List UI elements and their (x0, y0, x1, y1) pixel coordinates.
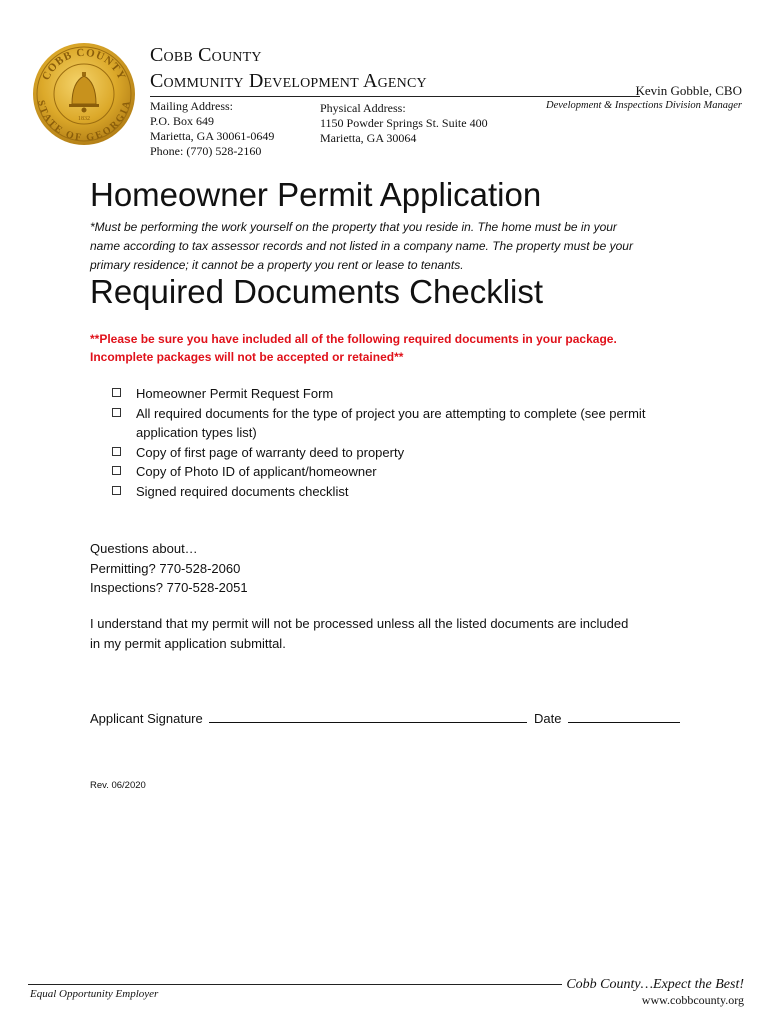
revision-date: Rev. 06/2020 (90, 780, 146, 791)
checklist-item-label: Copy of Photo ID of applicant/homeowner (136, 464, 377, 479)
acknowledgement-line: I understand that my permit will not be processed unless all the listed documents are included (90, 616, 629, 631)
officer-block (546, 83, 742, 113)
mailing-address (150, 99, 274, 159)
equal-opportunity-employer: Equal Opportunity Employer (30, 988, 159, 1000)
page-title: Homeowner Permit Application (90, 176, 542, 213)
checkbox[interactable] (112, 408, 121, 417)
checkbox[interactable] (112, 466, 121, 475)
agency-name (150, 42, 427, 94)
county-website-link[interactable]: www.cobbcounty.org (641, 993, 744, 1007)
physical-address-label: Physical Address: (320, 101, 406, 115)
seal-bottom-text: STATE OF GEORGIA (35, 99, 133, 144)
county-seal-logo (32, 42, 136, 146)
eligibility-note (90, 218, 690, 275)
checkbox[interactable] (112, 447, 121, 456)
officer-title: Development & Inspections Division Manager (546, 100, 742, 111)
acknowledgement-line: in my permit application submittal. (90, 635, 286, 651)
footer-divider (28, 984, 562, 985)
contact-questions (90, 539, 248, 598)
physical-address-line: Marietta, GA 30064 (320, 131, 417, 145)
warning-line: **Please be sure you have included all of the following required documents in your package. (90, 332, 617, 346)
checklist-item-label: Signed required documents checklist (136, 483, 349, 499)
checklist-item (110, 443, 690, 463)
note-line: primary residence; it cannot be a property you rent or lease to tenants. (90, 258, 464, 272)
mailing-address-line: Marietta, GA 30061-0649 (150, 129, 275, 143)
physical-address-line: 1150 Powder Springs St. Suite 400 (320, 116, 488, 130)
county-slogan: Cobb County…Expect the Best! (566, 977, 744, 992)
acknowledgement-statement (90, 614, 628, 653)
agency-line-2: Community Development Agency (150, 70, 427, 92)
seal-top-text: COBB COUNTY (40, 46, 128, 83)
officer-name: Kevin Gobble, CBO (635, 83, 742, 98)
checklist-item (110, 482, 690, 502)
checklist-item-label: Homeowner Permit Request Form (136, 386, 334, 401)
date-label: Date (534, 711, 562, 726)
mailing-address-label: Mailing Address: (150, 99, 233, 113)
checklist-item (110, 462, 690, 482)
checklist-item (110, 404, 690, 443)
signature-row (90, 708, 680, 729)
signature-label: Applicant Signature (90, 711, 203, 726)
checkbox[interactable] (112, 486, 121, 495)
footer-contact (566, 976, 744, 1008)
questions-intro: Questions about… (90, 541, 198, 556)
inspections-phone: Inspections? 770-528-2051 (90, 580, 248, 595)
checkbox[interactable] (112, 388, 121, 397)
agency-line-1: Cobb County (150, 44, 262, 66)
checklist-title: Required Documents Checklist (90, 273, 544, 310)
warning-line: Incomplete packages will not be accepted or retained** (90, 350, 404, 364)
note-line: *Must be performing the work yourself on the property that you reside in. The home must be in your (90, 220, 617, 234)
note-line: name according to tax assessor records and not listed in a company name. The property must be your (90, 239, 633, 253)
checklist-item-label: Copy of first page of warranty deed to property (136, 444, 405, 460)
required-documents-checklist (110, 384, 690, 501)
physical-address (320, 101, 488, 146)
checklist-item (110, 384, 690, 404)
checklist-item-label: All required documents for the type of project you are attempting to complete (see permit application types list) (136, 405, 646, 440)
mailing-address-line: P.O. Box 649 (150, 114, 215, 128)
seal-year: 1832 (78, 116, 90, 122)
signature-field[interactable] (209, 708, 527, 723)
phone-number: Phone: (770) 528-2160 (150, 144, 262, 158)
permitting-phone: Permitting? 770-528-2060 (90, 560, 241, 576)
required-documents-warning (90, 330, 617, 366)
date-field[interactable] (568, 708, 680, 723)
